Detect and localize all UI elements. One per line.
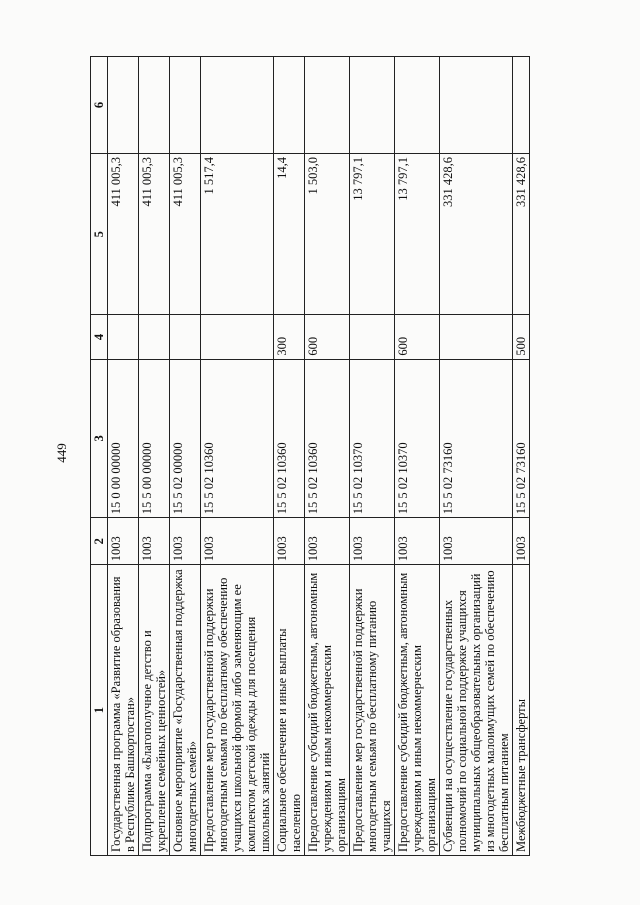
table-row xyxy=(170,57,201,856)
row-section-cell: 1003 xyxy=(350,518,395,565)
row-kvr-cell: 300 xyxy=(274,315,305,359)
row-kvr-cell xyxy=(440,315,513,359)
row-amount-cell: 331 428,6 xyxy=(440,153,513,315)
row-extra-cell xyxy=(305,57,350,154)
row-extra-cell xyxy=(170,57,201,154)
row-section-cell: 1003 xyxy=(513,518,530,565)
row-kvr-cell xyxy=(350,315,395,359)
row-kvr-cell: 600 xyxy=(305,315,350,359)
row-kvr-cell xyxy=(170,315,201,359)
row-name-cell: Субвенции на осуществление государственных полномочий по социальной поддержке учащихся муниципальных общеобразовательных организаций из многодетных малоимущих семей по обеспечению бесплатным питанием xyxy=(440,565,513,856)
header-cell-3: 3 xyxy=(91,359,108,518)
table-row xyxy=(350,57,395,856)
row-code-cell: 15 5 02 10360 xyxy=(274,359,305,518)
row-section-cell: 1003 xyxy=(108,518,139,565)
row-name-cell: Межбюджетные трансферты xyxy=(513,565,530,856)
row-name-cell: Основное мероприятие «Государственная поддержка многодетных семей» xyxy=(170,565,201,856)
table-row xyxy=(305,57,350,856)
row-amount-cell: 1 503,0 xyxy=(305,153,350,315)
table-row xyxy=(201,57,274,856)
table-body xyxy=(108,57,530,856)
row-code-cell: 15 5 02 10360 xyxy=(305,359,350,518)
row-extra-cell xyxy=(201,57,274,154)
row-extra-cell xyxy=(274,57,305,154)
row-section-cell: 1003 xyxy=(395,518,440,565)
row-code-cell: 15 5 00 00000 xyxy=(139,359,170,518)
row-name-cell: Предоставление субсидий бюджетным, автономным учреждениям и иным некоммерческим организациям xyxy=(395,565,440,856)
budget-table xyxy=(90,56,530,856)
row-kvr-cell xyxy=(201,315,274,359)
row-extra-cell xyxy=(108,57,139,154)
row-amount-cell: 411 005,3 xyxy=(108,153,139,315)
row-name-cell: Предоставление мер государственной поддержки многодетным семьям по бесплатному питанию учащихся xyxy=(350,565,395,856)
row-kvr-cell xyxy=(139,315,170,359)
table-row xyxy=(139,57,170,856)
row-kvr-cell: 600 xyxy=(395,315,440,359)
row-code-cell: 15 5 02 00000 xyxy=(170,359,201,518)
row-code-cell: 15 5 02 73160 xyxy=(440,359,513,518)
header-row xyxy=(91,57,108,856)
row-section-cell: 1003 xyxy=(274,518,305,565)
row-amount-cell: 1 517,4 xyxy=(201,153,274,315)
row-name-cell: Социальное обеспечение и иные выплаты населению xyxy=(274,565,305,856)
row-amount-cell: 14,4 xyxy=(274,153,305,315)
row-name-cell: Предоставление субсидий бюджетным, автономным учреждениям и иным некоммерческим организациям xyxy=(305,565,350,856)
row-section-cell: 1003 xyxy=(170,518,201,565)
row-code-cell: 15 5 02 10370 xyxy=(395,359,440,518)
row-amount-cell: 411 005,3 xyxy=(170,153,201,315)
table-row xyxy=(108,57,139,856)
row-section-cell: 1003 xyxy=(201,518,274,565)
row-code-cell: 15 0 00 00000 xyxy=(108,359,139,518)
table-row xyxy=(274,57,305,856)
row-extra-cell xyxy=(350,57,395,154)
row-name-cell: Предоставление мер государственной поддержки многодетным семьям по бесплатному обеспечению учащихся школьной формой либо заменяющим ее комплектом детской одежды для посещения школьных занятий xyxy=(201,565,274,856)
table-row xyxy=(395,57,440,856)
row-amount-cell: 331 428,6 xyxy=(513,153,530,315)
header-cell-6: 6 xyxy=(91,57,108,154)
row-amount-cell: 13 797,1 xyxy=(395,153,440,315)
row-extra-cell xyxy=(513,57,530,154)
row-code-cell: 15 5 02 10370 xyxy=(350,359,395,518)
table-row xyxy=(440,57,513,856)
row-code-cell: 15 5 02 73160 xyxy=(513,359,530,518)
row-name-cell: Государственная программа «Развитие образования в Республике Башкортостан» xyxy=(108,565,139,856)
row-section-cell: 1003 xyxy=(139,518,170,565)
row-extra-cell xyxy=(139,57,170,154)
rotated-page-content xyxy=(90,56,530,856)
row-section-cell: 1003 xyxy=(440,518,513,565)
table-row xyxy=(513,57,530,856)
row-amount-cell: 411 005,3 xyxy=(139,153,170,315)
row-amount-cell: 13 797,1 xyxy=(350,153,395,315)
row-kvr-cell: 500 xyxy=(513,315,530,359)
page-number: 449 xyxy=(54,443,69,463)
row-extra-cell xyxy=(440,57,513,154)
header-cell-2: 2 xyxy=(91,518,108,565)
header-cell-4: 4 xyxy=(91,315,108,359)
header-cell-5: 5 xyxy=(91,153,108,315)
row-section-cell: 1003 xyxy=(305,518,350,565)
row-code-cell: 15 5 02 10360 xyxy=(201,359,274,518)
row-name-cell: Подпрограмма «Благополучное детство и укрепление семейных ценностей» xyxy=(139,565,170,856)
header-cell-1: 1 xyxy=(91,565,108,856)
row-kvr-cell xyxy=(108,315,139,359)
row-extra-cell xyxy=(395,57,440,154)
